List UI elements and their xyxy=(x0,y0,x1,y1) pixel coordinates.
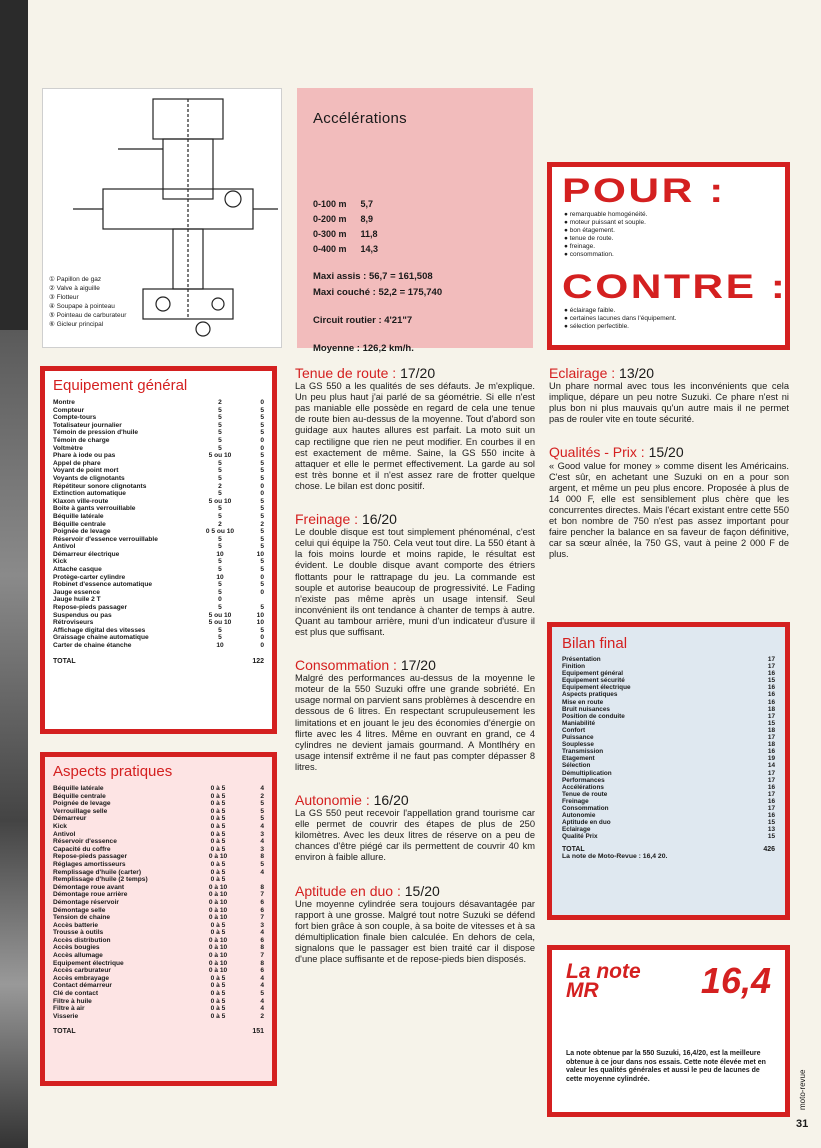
maxi-values: Maxi assis : 56,7 = 161,508 Maxi couché : 52,2 = 175,740 xyxy=(313,271,443,298)
table-row: Repose-pieds passager 0 à 10 8 xyxy=(53,853,264,861)
table-row: Réservoir d'essence verrouillable 5 5 xyxy=(53,535,264,543)
table-row: Suspendus ou pas 5 ou 10 10 xyxy=(53,611,264,619)
table-row: Démarreur électrique 10 10 xyxy=(53,550,264,558)
table-row: Filtre à air 0 à 5 4 xyxy=(53,1005,264,1013)
accelerations-box xyxy=(297,88,533,354)
table-row: Montre 2 0 xyxy=(53,399,264,406)
table-row: Jauge essence 5 0 xyxy=(53,588,264,596)
section-text: « Good value for money » comme disent les Américains. C'est sûr, en achetant une Suzuki on en a pour son argent, et même un peu plus encore. Proposée à plus de 14 000 F, elle est sensiblement plus chère que les concurrentes directes. Mais l'écart existant entre cette 550 et bon nombre de 750 n'est pas assez important pour faire pencher la balance en sa faveur de façon définitive, car sa sœur aînée, la 750 GS, vaut à peine 2 000 F de plus. xyxy=(549,460,789,560)
bilan-rows xyxy=(562,656,775,840)
legend-item: ⑤ Pointeau de carburateur xyxy=(49,312,127,319)
table-row: Eclairage 13 xyxy=(562,826,775,834)
time-row: 0-300 m 11,8 xyxy=(313,229,378,239)
table-row: Autonomie 16 xyxy=(562,812,775,820)
table-row: Verrouillage selle 0 à 5 5 xyxy=(53,807,264,815)
legend-item: ② Valve à aiguille xyxy=(49,285,100,292)
section-heading: Tenue de route : 17/20 xyxy=(295,365,436,381)
table-row: Béquille latérale 0 à 5 4 xyxy=(53,785,264,792)
table-row: Béquille latérale 5 5 xyxy=(53,512,264,520)
table-row: Visserie 0 à 5 2 xyxy=(53,1012,264,1020)
table-row: Tenue de route 17 xyxy=(562,790,775,798)
table-row: Affichage digital des vitesses 5 5 xyxy=(53,626,264,634)
table-row: Démultiplication 17 xyxy=(562,769,775,777)
table-row: Filtre à huile 0 à 5 4 xyxy=(53,997,264,1005)
table-row: Qualité Prix 15 xyxy=(562,833,775,841)
aspects-total: TOTAL 151 xyxy=(53,1028,264,1036)
table-row: Freinage 16 xyxy=(562,797,775,805)
table-row: Aptitude en duo 15 xyxy=(562,819,775,827)
table-row: Démarreur 0 à 5 5 xyxy=(53,815,264,823)
diagram-legend xyxy=(49,275,126,329)
note-mr-label: La note MR xyxy=(566,960,641,1002)
table-row: Contact démarreur 0 à 5 4 xyxy=(53,982,264,990)
section-text: Le double disque est tout simplement phénoménal, c'est celui qui équipe la 750. Cela veut tout dire. La 550 étant à la fois moins lourde et moins rapide, le résultat est évident. Le double disque avant comporte des étriers flottants pour le rattrapage du jeu. La commande est souple et autorise beaucoup de progressivité. Le Fading n'existe pas même après un usage intensif. Seul inconvénient ils ont tendance à chanter de temps à autre. Quant au tambour arrière, muni d'un indicateur d'usure il est plus que suffisant. xyxy=(295,527,535,637)
equipment-rows xyxy=(53,399,264,650)
table-row: Démontage réservoir 0 à 10 6 xyxy=(53,898,264,906)
table-row: Démontage selle 0 à 10 6 xyxy=(53,906,264,914)
table-row: Clé de contact 0 à 5 5 xyxy=(53,990,264,998)
table-row: Poignée de levage 0 à 5 5 xyxy=(53,800,264,808)
table-row: Antivol 0 à 5 3 xyxy=(53,830,264,838)
contre-title: CONTRE : xyxy=(562,268,788,306)
table-row: Equipement sécurité 15 xyxy=(562,677,775,685)
table-row: Voyants de clignotants 5 5 xyxy=(53,474,264,482)
acceleration-times xyxy=(313,197,517,257)
middle-column xyxy=(295,365,535,987)
legend-item: ④ Soupape à pointeau xyxy=(49,303,115,310)
table-row: Accès batterie 0 à 5 3 xyxy=(53,921,264,929)
table-row: Compte-tours 5 5 xyxy=(53,414,264,422)
table-row: Appel de phare 5 5 xyxy=(53,459,264,467)
section-heading: Qualités - Prix : 15/20 xyxy=(549,444,684,461)
table-row: Bruit nuisances 18 xyxy=(562,705,775,713)
pour-contre-box xyxy=(547,162,790,350)
table-row: Puissance 17 xyxy=(562,734,775,742)
aspects-title: Aspects pratiques xyxy=(53,763,173,780)
table-row: Jauge huile 2 T 0 xyxy=(53,596,222,604)
page-number: 31 xyxy=(796,1118,809,1130)
table-row: Confort 18 xyxy=(562,726,775,734)
legend-item: ① Papillon de gaz xyxy=(49,276,102,283)
table-row: Kick 0 à 5 4 xyxy=(53,822,264,830)
magazine-name: moto-revue xyxy=(798,1069,807,1110)
table-row: Béquille centrale 2 2 xyxy=(53,520,264,528)
aspects-table xyxy=(40,752,277,1086)
table-row: Témoin de charge 5 0 xyxy=(53,436,264,444)
table-row: Présentation 17 xyxy=(562,656,775,663)
table-row: Voyant de point mort 5 5 xyxy=(53,467,264,475)
table-row: Consommation 17 xyxy=(562,804,775,812)
table-row: Accès embrayage 0 à 5 4 xyxy=(53,974,264,982)
table-row: Transmission 16 xyxy=(562,748,775,756)
pour-title: POUR : xyxy=(562,172,726,210)
table-row: Maniabilité 15 xyxy=(562,719,775,727)
legend-item: ③ Flotteur xyxy=(49,294,79,301)
equipment-title: Equipement général xyxy=(53,377,188,394)
table-row: Repose-pieds passager 5 5 xyxy=(53,604,264,612)
table-row: Accélérations 16 xyxy=(562,783,775,791)
table-row: Voltmètre 5 0 xyxy=(53,444,264,452)
section-text: La GS 550 peut recevoir l'appellation grand tourisme car elle permet de couvrir des étapes de plus de 250 kilomètres. Avec les deux litres de réserve on a peu de chances d'être piégé car ils permettent de couvrir 40 km environ à faible allure. xyxy=(295,808,535,863)
section-text: La GS 550 a les qualités de ses défauts. Je m'explique. Un peu plus haut j'ai parlé de sa géométrie. Si elle n'est pas maniable elle possède en regard de cela une tenue de route bien au-dessus de la moyenne. Tout d'abord son guidage aux hautes allures est parfait. La moto suit un cap rectiligne que rien ne peut modifier. En courbes il en est exactement de même. Saine, la GS 550 incite à attaquer et elle le permet effectivement. La garde au sol est très bonne et il n'est assez rare de frotter quelque chose. Le bilan est donc positif. xyxy=(295,381,535,491)
table-row: Rétroviseurs 5 ou 10 10 xyxy=(53,619,264,627)
table-row: Boite à gants verrouillable 5 5 xyxy=(53,505,264,513)
bilan-note: La note de Moto-Revue : 16,4 20. xyxy=(562,853,668,861)
table-row: Accès allumage 0 à 10 7 xyxy=(53,952,264,960)
table-row: Performances 17 xyxy=(562,776,775,784)
table-row: Equipement électrique 16 xyxy=(562,684,775,692)
table-row: Remplissage d'huile (carter) 0 à 5 4 xyxy=(53,868,264,876)
table-row: Accès carburateur 0 à 10 6 xyxy=(53,967,264,975)
table-row: Phare à iode ou pas 5 ou 10 5 xyxy=(53,452,264,460)
table-row: Accès distribution 0 à 10 6 xyxy=(53,936,264,944)
table-row: Extinction automatique 5 0 xyxy=(53,490,264,498)
section-heading: Consommation : 17/20 xyxy=(295,657,436,674)
section-heading: Freinage : 16/20 xyxy=(295,511,397,528)
bilan-total: TOTAL 426 xyxy=(562,846,775,854)
legend-item: ⑥ Gicleur principal xyxy=(49,321,104,328)
table-row: Position de conduite 17 xyxy=(562,712,775,720)
equipment-table xyxy=(40,366,277,734)
circuit-time: Circuit routier : 4'21"7 xyxy=(313,315,413,326)
section-heading: Eclairage : 13/20 xyxy=(549,365,655,381)
time-row: 0-200 m 8,9 xyxy=(313,214,374,224)
table-row: Graissage chaine automatique 5 0 xyxy=(53,634,264,642)
table-row: Témoin de pression d'huile 5 5 xyxy=(53,429,264,437)
accelerations-title: Accélérations xyxy=(313,110,407,127)
table-row: Mise en route 16 xyxy=(562,698,775,706)
table-row: Sélection 14 xyxy=(562,762,775,770)
table-row: Equipement général 16 xyxy=(562,670,775,678)
table-row: Totalisateur journalier 5 5 xyxy=(53,421,264,429)
table-row: Tension de chaine 0 à 10 7 xyxy=(53,914,264,922)
note-mr-text: La note obtenue par la 550 Suzuki, 16,4/20, est la meilleure obtenue à ce jour dans nos essais. Cette note élevée met en valeur les qualités générales et aussi le peu de lacunes de cette moyenne cylindrée. xyxy=(566,1050,766,1083)
table-row: Répétiteur sonore clignotants 2 0 xyxy=(53,482,264,490)
bilan-title: Bilan final xyxy=(562,635,628,652)
average-speed: Moyenne : 126,2 km/h. xyxy=(313,343,414,354)
table-row: Béquille centrale 0 à 5 2 xyxy=(53,792,264,800)
table-row: Carter de chaine étanche 10 0 xyxy=(53,642,264,649)
table-row: Poignée de levage 0 5 ou 10 5 xyxy=(53,528,264,536)
section-text: Un phare normal avec tous les inconvénients que cela implique, dépare un peu notre Suzuki. Ce phare n'est ni plus bon ni plus mauvais qu'un autre mais il ne permet pas de rouler vite en toute sécurité. xyxy=(549,381,789,425)
right-column xyxy=(549,365,789,582)
aspects-rows xyxy=(53,785,264,1020)
table-row: Souplesse 18 xyxy=(562,741,775,749)
table-row: Robinet d'essence automatique 5 5 xyxy=(53,581,264,589)
note-mr-box xyxy=(547,945,790,1117)
table-row: Capacité du coffre 0 à 5 3 xyxy=(53,845,264,853)
section-text: Une moyenne cylindrée sera toujours désavantagée par rapport à une grosse. Malgré tout notre Suzuki se défend fort bien grâce à son couple, à sa boite de vitesses et à sa démultiplication finale bien calculée. En dehors de cela, signalons que le passager est bien traité car il dispose d'une place suffisante et de repose-pieds bien disposés. xyxy=(295,898,535,965)
table-row: Kick 5 5 xyxy=(53,558,264,566)
table-row: Aspects pratiques 16 xyxy=(562,691,775,699)
note-mr-score: 16,4 xyxy=(700,960,771,1001)
table-row: Compteur 5 5 xyxy=(53,406,264,414)
equipment-total: TOTAL 122 xyxy=(53,657,264,665)
table-row: Finition 17 xyxy=(562,663,775,671)
section-heading: Aptitude en duo : 15/20 xyxy=(295,882,440,899)
contre-list: ● éclairage faible. ● certaines lacunes dans l'équipement. ● sélection perfectible. xyxy=(564,307,775,331)
photo-edge-strip xyxy=(0,0,28,1148)
table-row: Etagement 19 xyxy=(562,755,775,763)
table-row: Démontage roue arrière 0 à 10 7 xyxy=(53,891,264,899)
table-row: Remplissage d'huile (2 temps) 0 à 5 xyxy=(53,876,226,884)
table-row: Equipement électrique 0 à 10 8 xyxy=(53,959,264,967)
table-row: Trousse à outils 0 à 5 4 xyxy=(53,929,264,937)
bilan-final-box xyxy=(547,622,790,920)
table-row: Accès bougies 0 à 10 8 xyxy=(53,944,264,952)
table-row: Démontage roue avant 0 à 10 8 xyxy=(53,883,264,891)
table-row: Réglages amortisseurs 0 à 5 5 xyxy=(53,860,264,868)
table-row: Antivol 5 5 xyxy=(53,543,264,551)
table-row: Attache casque 5 5 xyxy=(53,566,264,574)
table-row: Protège-carter cylindre 10 0 xyxy=(53,573,264,581)
table-row: Réservoir d'essence 0 à 5 4 xyxy=(53,838,264,846)
table-row: Klaxon ville-route 5 ou 10 5 xyxy=(53,497,264,505)
section-text: Malgré des performances au-dessus de la moyenne le moteur de la 550 Suzuki offre une grande sobriété. En usage normal on parvient sans problèmes à descendre en dessous de 6 litres. En respectant scrupuleusement les limitations et en jouant le jeu des économies d'énergie on flirte avec les 4 litres. Même en ouvrant en grand, ce 4 cylindres ne devient jamais gourmand. A Montlhéry en usage intensif extrême il ne faut pas compter dépasser 8 litres. xyxy=(295,673,535,772)
carburetor-diagram xyxy=(42,88,282,348)
time-row: 0-400 m 14,3 xyxy=(313,244,379,254)
section-heading: Autonomie : 16/20 xyxy=(295,792,409,808)
time-row: 0-100 m 5,7 xyxy=(313,199,374,209)
pour-list: ● remarquable homogénéité. ● moteur puissant et souple. ● bon étagement. ● tenue de route. ● freinage. ● consommation. xyxy=(564,211,775,259)
